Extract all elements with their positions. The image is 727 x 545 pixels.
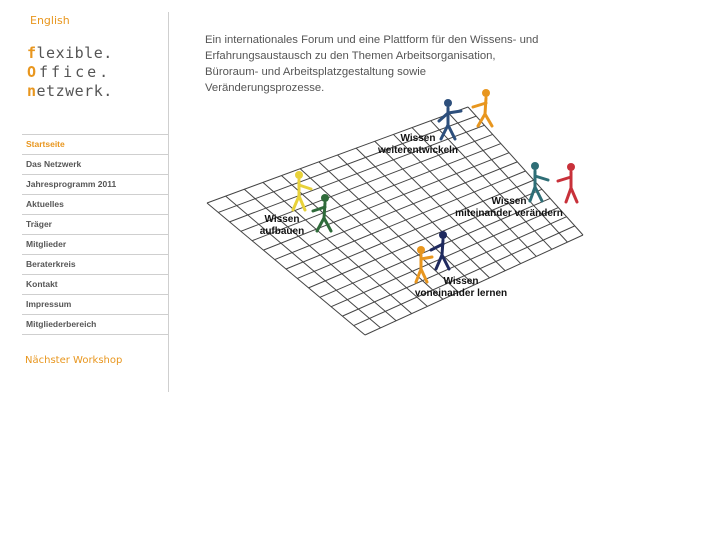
graphic-label-3-line-2: aufbauen: [259, 226, 305, 237]
nav-item-mitgliederbereich[interactable]: Mitgliederbereich: [22, 315, 168, 335]
logo-line-1: flexible.: [27, 44, 113, 62]
figure-red-right: [558, 163, 577, 202]
graphic-label-4-line-1: Wissen: [443, 276, 479, 287]
nav-item-beraterkreis[interactable]: Beraterkreis: [22, 255, 168, 275]
graphic-label-4-line-2: voneinander lernen: [414, 288, 508, 299]
graphic-label-1-line-1: Wissen: [400, 133, 436, 144]
knowledge-grid-illustration: [205, 85, 585, 340]
sidebar-nav: [22, 134, 168, 335]
figure-yellow-left: [293, 171, 311, 210]
logo-line-2: Office.: [27, 63, 112, 81]
figure-orange-top: [473, 89, 492, 126]
perspective-grid: [207, 107, 583, 335]
sidebar-divider: [168, 12, 169, 392]
language-link-english[interactable]: English: [30, 14, 70, 27]
intro-text: Ein internationales Forum und eine Plattform für den Wissens- und Erfahrungsaustausch zu den Themen Arbeitsorganisation, Büroraum- und Arbeitsplatzgestaltung sowie Veränderungsprozesse.: [205, 34, 539, 95]
nav-item-startseite[interactable]: Startseite: [22, 135, 168, 155]
graphic-label-2-line-2: miteinander verändern: [455, 208, 563, 219]
nav-item-traeger[interactable]: Träger: [22, 215, 168, 235]
figure-navy-bottom: [431, 231, 449, 269]
graphic-label-3-line-1: Wissen: [264, 214, 300, 225]
nav-item-aktuelles[interactable]: Aktuelles: [22, 195, 168, 215]
figure-teal-right: [530, 162, 548, 201]
nav-item-kontakt[interactable]: Kontakt: [22, 275, 168, 295]
nav-item-impressum[interactable]: Impressum: [22, 295, 168, 315]
next-workshop-link[interactable]: Nächster Workshop: [25, 355, 123, 366]
nav-item-jahresprogramm[interactable]: Jahresprogramm 2011: [22, 175, 168, 195]
graphic-label-2-line-1: Wissen: [491, 196, 527, 207]
nav-item-mitglieder[interactable]: Mitglieder: [22, 235, 168, 255]
logo-line-3: netzwerk.: [27, 82, 113, 100]
nav-item-das-netzwerk[interactable]: Das Netzwerk: [22, 155, 168, 175]
graphic-label-1-line-2: weiterentwickeln: [377, 145, 459, 156]
logo: [27, 44, 113, 101]
